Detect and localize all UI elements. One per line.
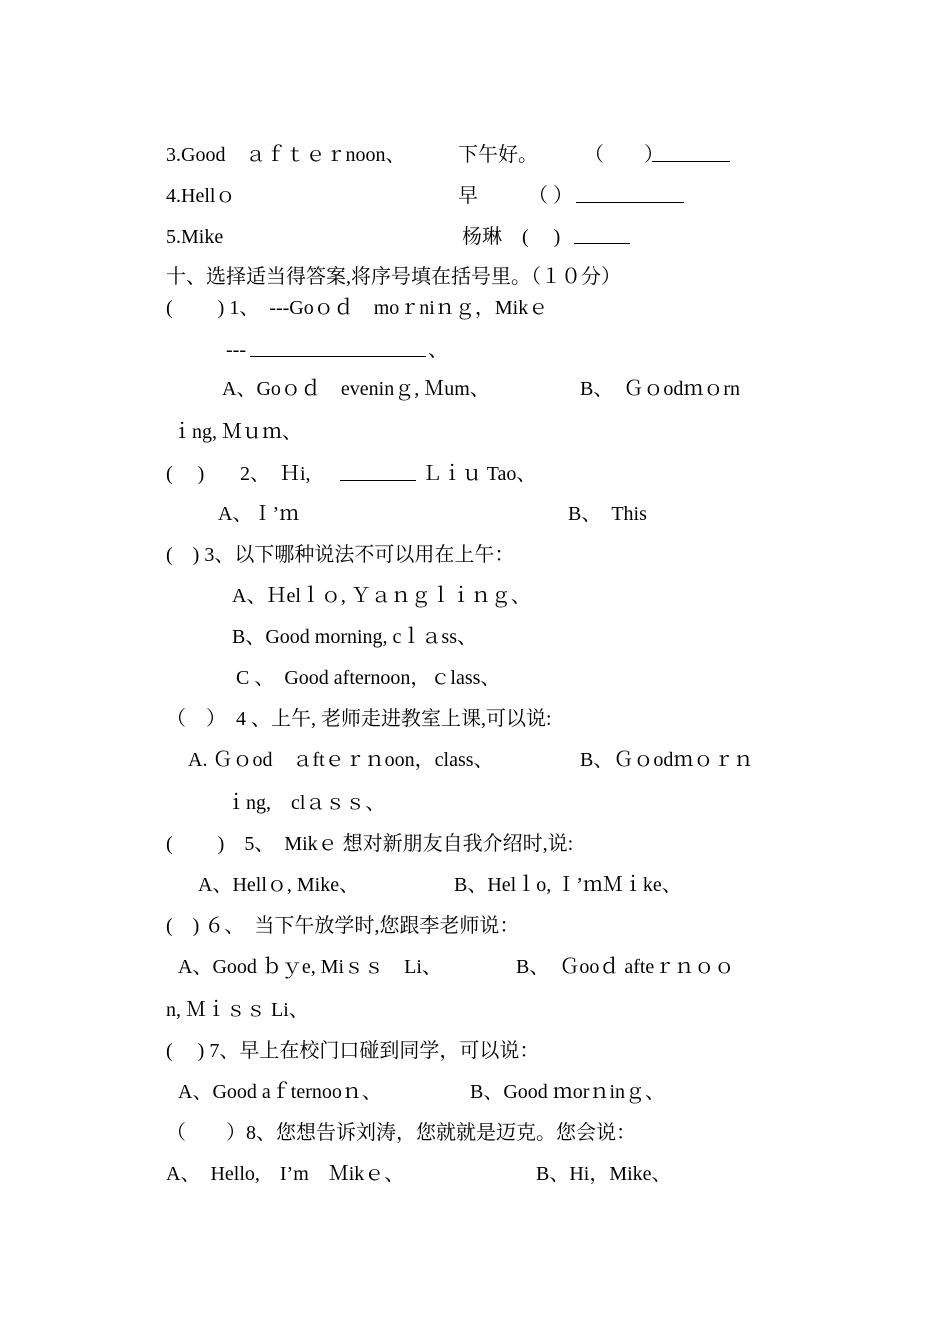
question-8-options	[166, 1162, 786, 1188]
option-b[interactable]: B、 This	[568, 503, 647, 525]
matching-chinese: 杨琳	[462, 226, 502, 248]
question-3-option-a[interactable]: A、Ｈelｌｏ, Ｙａｎｇｌｉｎｇ、	[232, 585, 531, 607]
matching-english: 4.Hellｏ	[166, 185, 236, 207]
question-2-options	[166, 502, 786, 528]
question-4-option-b-continued: ｉng, clａｓｓ、	[226, 792, 386, 814]
option-a[interactable]: A、Good aｆternooｎ、	[178, 1081, 382, 1103]
question-7-stem: ( ) 7、早上在校门口碰到同学，可以说：	[166, 1040, 540, 1062]
matching-chinese: 早	[458, 185, 478, 207]
matching-english: 3.Good ａｆｔｅｒnoon、	[166, 144, 406, 166]
question-6-stem: ( ) ６、 当下午放学时,您跟李老师说：	[166, 915, 520, 937]
question-5-stem: ( ) 5、 Mikｅ 想对新朋友自我介绍时,说:	[166, 833, 574, 855]
answer-paren: （ ）	[528, 185, 573, 207]
question-4-options	[166, 748, 786, 774]
answer-paren: （ ）	[584, 144, 664, 166]
option-a[interactable]: A、Goｏｄ eveninｇ, Ｍum、	[222, 378, 490, 400]
option-b[interactable]: B、Good ｍorｎinｇ、	[470, 1081, 665, 1103]
question-4-stem: （ ） 4 、上午, 老师走进教室上课,可以说:	[166, 708, 552, 730]
question-7-options	[166, 1080, 786, 1106]
question-8-stem: （ ）8、您想告诉刘涛，您就就是迈克。您会说：	[166, 1122, 636, 1144]
section-title: 十、选择适当得答案,将序号填在括号里。（１０分）	[166, 266, 621, 288]
question-3-stem: ( ) 3、以下哪种说法不可以用在上午：	[166, 544, 515, 566]
stem-text-after: Ｌｉｕ Tao、	[422, 463, 537, 485]
option-b[interactable]: B、Ｇｏodｍｏｒｎ	[580, 749, 754, 771]
answer-blank[interactable]	[340, 462, 416, 487]
question-3-option-c[interactable]: C 、 Good afternoon，ｃlass、	[236, 667, 501, 689]
question-1-stem: ( ) 1、 ---Goｏｄ moｒniｎｇ，Mikｅ	[166, 297, 549, 319]
stem-text: 2、 Ｈi,	[240, 463, 311, 485]
question-3-option-b[interactable]: B、Good morning, cｌａss、	[232, 626, 477, 648]
answer-paren: ( )	[166, 463, 205, 485]
matching-english: 5.Mike	[166, 226, 224, 248]
matching-row-3	[166, 143, 786, 169]
option-b[interactable]: B、Hi，Mike、	[536, 1163, 672, 1185]
question-1-option-b-continued: ｉng, Ｍｕｍ、	[172, 421, 302, 443]
option-a[interactable]: A、Hellｏ, Mike、	[198, 874, 360, 896]
question-6-option-b-continued: n, Ｍｉｓｓ Li、	[166, 999, 309, 1021]
question-5-options	[166, 873, 786, 899]
answer-dashes: ---	[226, 339, 246, 361]
matching-chinese: 下午好。	[458, 144, 538, 166]
option-a[interactable]: A、Good ｂｙe, Miｓｓ Li、	[178, 956, 442, 978]
option-a[interactable]: A、Ｉ’ｍ	[218, 503, 300, 525]
answer-blank[interactable]	[574, 225, 630, 250]
answer-paren: ( )	[522, 226, 561, 248]
option-a[interactable]: A. Ｇｏod ａftｅｒｎoon，class、	[188, 749, 494, 771]
option-a[interactable]: A、 Hello, I’m Ｍikｅ、	[166, 1163, 405, 1185]
option-b[interactable]: B、Helｌo, Ｉ’ｍＭｉke、	[454, 874, 682, 896]
question-1-answer-line: --- 、	[226, 339, 448, 361]
question-2-stem	[166, 462, 786, 488]
option-b[interactable]: B、 Ｇｏodｍｏrn	[580, 378, 740, 400]
matching-row-4	[166, 184, 786, 210]
answer-blank[interactable]	[652, 143, 730, 168]
matching-row-5	[166, 225, 786, 251]
answer-blank[interactable]	[576, 184, 684, 209]
question-6-options	[166, 955, 786, 981]
option-b[interactable]: B、 Ｇooｄ afteｒｎｏｏ	[516, 956, 735, 978]
answer-blank[interactable]	[250, 338, 426, 363]
question-1-options	[166, 377, 786, 403]
